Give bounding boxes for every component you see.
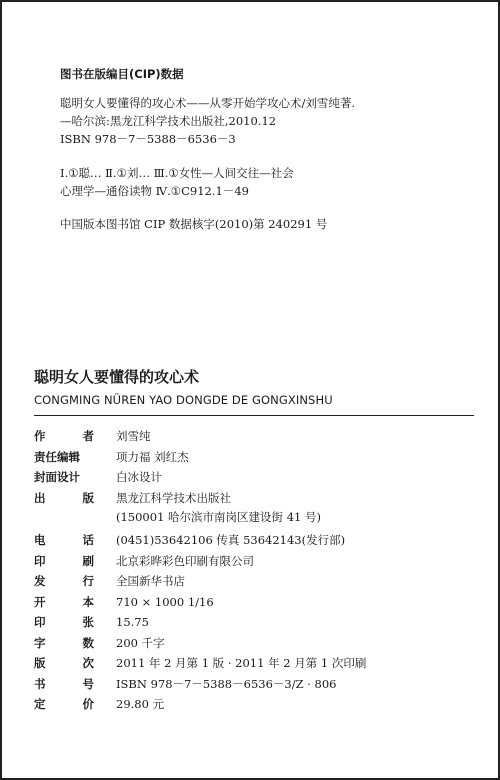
detail-value-edition: 2011 年 2 月第 1 版 · 2011 年 2 月第 1 次印刷 bbox=[116, 656, 367, 670]
detail-row-sheets bbox=[34, 612, 474, 633]
detail-row-editor bbox=[34, 447, 474, 468]
detail-label: 封面设计 bbox=[34, 470, 80, 484]
detail-row-printer bbox=[34, 551, 474, 572]
detail-value-phone: (0451)53642106 传真 53642143(发行部) bbox=[116, 533, 346, 547]
detail-row-cover bbox=[34, 467, 474, 488]
detail-row-wordcount bbox=[34, 633, 474, 654]
detail-value-sheets: 15.75 bbox=[116, 615, 149, 629]
cip-publisher-line: —哈尔滨:黑龙江科学技术出版社,2010.12 bbox=[60, 114, 277, 128]
detail-row-isbn bbox=[34, 674, 474, 695]
detail-label: 字 数 bbox=[34, 635, 94, 650]
detail-row-phone bbox=[34, 530, 474, 551]
detail-row-format bbox=[34, 592, 474, 613]
detail-row-edition bbox=[34, 653, 474, 674]
detail-row-distributor bbox=[34, 571, 474, 592]
detail-label: 开 本 bbox=[34, 594, 94, 609]
book-title-block bbox=[34, 366, 474, 416]
detail-label: 定 价 bbox=[34, 697, 94, 711]
detail-row-address bbox=[34, 508, 474, 530]
detail-value-publisher: 黑龙江科学技术出版社 bbox=[116, 490, 231, 505]
book-title: 聪明女人要懂得的攻心术 bbox=[34, 368, 200, 386]
detail-value-printer: 北京彩晔彩色印刷有限公司 bbox=[116, 553, 254, 568]
detail-value-cover: 白冰设计 bbox=[116, 470, 162, 484]
divider-line bbox=[34, 415, 474, 416]
detail-row-publisher bbox=[34, 488, 474, 509]
cip-classification-line: Ⅰ.①聪… Ⅱ.①刘… Ⅲ.①女性—人间交往—社会 bbox=[60, 166, 294, 180]
cip-classification-line: 心理学—通俗读物 Ⅳ.①C912.1－49 bbox=[60, 184, 249, 198]
detail-value-format: 710 × 1000 1/16 bbox=[116, 594, 214, 609]
detail-label: 作 者 bbox=[34, 429, 94, 443]
detail-value-address: (150001 哈尔滨市南岗区建设街 41 号) bbox=[116, 510, 321, 524]
detail-label: 责任编辑 bbox=[34, 449, 80, 464]
detail-value-editor: 项力福 刘红杰 bbox=[116, 449, 189, 464]
detail-label: 版 次 bbox=[34, 656, 94, 670]
detail-label: 电 话 bbox=[34, 533, 94, 547]
detail-label: 印 刷 bbox=[34, 553, 94, 568]
cip-isbn-line: ISBN 978－7－5388－6536－3 bbox=[60, 132, 236, 146]
detail-label: 发 行 bbox=[34, 574, 94, 588]
detail-row-price bbox=[34, 694, 474, 715]
detail-label: 书 号 bbox=[34, 676, 94, 691]
cip-section bbox=[60, 66, 460, 200]
detail-value-author: 刘雪纯 bbox=[116, 429, 151, 443]
detail-value-wordcount: 200 千字 bbox=[116, 635, 165, 650]
detail-label: 印 张 bbox=[34, 615, 94, 629]
cip-title-line: 聪明女人要懂得的攻心术——从零开始学攻心术/刘雪纯著. bbox=[60, 96, 356, 110]
detail-label: 出 版 bbox=[34, 490, 94, 505]
detail-value-isbn: ISBN 978－7－5388－6536－3/Z · 806 bbox=[116, 676, 337, 691]
detail-value-distributor: 全国新华书店 bbox=[116, 574, 185, 588]
cip-cataloging-note: 中国版本图书馆 CIP 数据核字(2010)第 240291 号 bbox=[60, 217, 328, 231]
cip-heading: 图书在版编目(CIP)数据 bbox=[60, 67, 184, 81]
detail-row-author bbox=[34, 426, 474, 447]
book-pinyin-title: CONGMING NÜREN YAO DONGDE DE GONGXINSHU bbox=[34, 393, 333, 407]
detail-value-price: 29.80 元 bbox=[116, 697, 165, 711]
publication-details bbox=[34, 426, 474, 715]
